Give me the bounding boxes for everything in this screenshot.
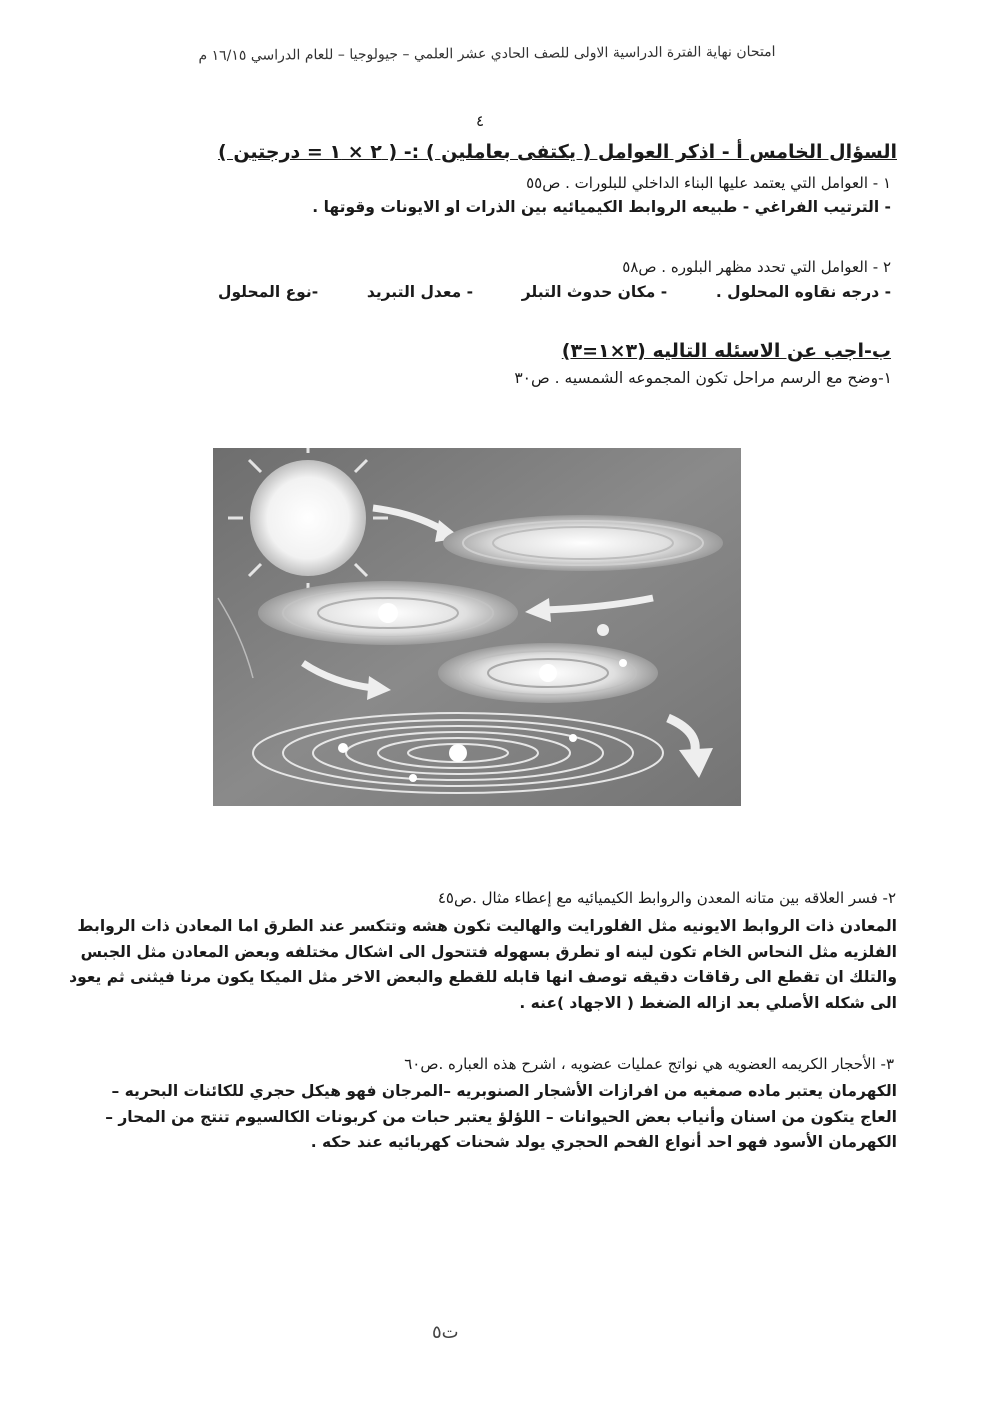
answer-line: الكهرمان يعتبر ماده صمغيه من افرازات الأشجار الصنوبريه –المرجان فهو هيكل حجري للكائنات البحريه – — [111, 1082, 897, 1100]
partB-title: ب-اجب عن الاسئله التاليه (٣×١=٣) — [561, 340, 891, 362]
protoplanet-stage — [438, 643, 658, 703]
question5-q2-answers — [218, 283, 891, 301]
question5-q1-answer: - الترتيب الفراغي - طبيعه الروابط الكيميائيه بين الذرات او الايونات وقوتها . — [312, 198, 891, 216]
solar-system-formation-figure — [213, 448, 741, 806]
solar-system-illustration — [213, 448, 741, 806]
answer-item: - معدل التبريد — [366, 283, 474, 301]
answer-line: والتلك ان تقطع الى رقاقات دقيقه توصف انها قابله للقطع والبعض الاخر مثل الميكا يكون مرنا فيثنى ثم يعود — [69, 968, 897, 986]
partB-q3-prompt: ٣- الأحجار الكريمه العضويه هي نواتج عمليات عضويه ، اشرح هذه العباره .ص٦٠ — [404, 1055, 894, 1073]
question5-q1-prompt: ١ - العوامل التي يعتمد عليها البناء الداخلي للبلورات . ص٥٥ — [526, 174, 891, 192]
answer-item: - درجه نقاوه المحلول . — [715, 283, 891, 301]
answer-line: المعادن ذات الروابط الايونيه مثل الفلورايت والهاليت تكون هشه وتتكسر عند الطرق اما المعادن ذات الروابط — [77, 917, 897, 935]
partB-q1-prompt: ١-وضح مع الرسم مراحل تكون المجموعه الشمسيه . ص٣٠ — [514, 369, 892, 387]
answer-item: - مكان حدوث التبلر — [521, 283, 668, 301]
answer-line: الى شكله الأصلي بعد ازاله الضغط ( الاجهاد )عنه . — [519, 993, 897, 1012]
rotating-disk-stage — [443, 515, 723, 571]
question5-title: السؤال الخامس أ - اذكر العوامل ( يكتفى بعاملين ) :- ( ٢ × ١ = درجتين ) — [218, 141, 897, 163]
flattened-disk-stage — [258, 581, 518, 645]
page-footer-mark: ت٥ — [432, 1322, 459, 1343]
partB-q2-answer — [69, 914, 897, 1016]
answer-item: -نوع المحلول — [218, 283, 319, 301]
partB-q3-answer — [82, 1079, 897, 1156]
answer-line: العاج يتكون من اسنان وأنياب بعض الحيوانات – اللؤلؤ يعتبر حبات من كربونات الكالسيوم تنتج من المحار – — [105, 1107, 897, 1126]
answer-line: الفلزيه مثل النحاس الخام تكون لينه او تطرق بسهوله فتتحول الى اشكال مختلفه وبعض المعادن مثل الجبس — [80, 942, 897, 961]
answer-line: الكهرمان الأسود فهو احد أنواع الفحم الحجري يولد شحنات كهربائيه عند حكه . — [310, 1133, 897, 1151]
partB-q2-prompt: ٢- فسر العلاقه بين متانه المعدن والروابط الكيميائيه مع إعطاء مثال .ص٤٥ — [437, 889, 896, 907]
question5-q2-prompt: ٢ - العوامل التي تحدد مظهر البلوره . ص٥٨ — [622, 258, 891, 276]
exam-header: امتحان نهاية الفترة الدراسية الاولى للصف الحادي عشر العلمي – جيولوجيا – للعام الدراسي ١٦/١٥ م — [198, 43, 776, 65]
page-number: ٤ — [476, 112, 485, 130]
